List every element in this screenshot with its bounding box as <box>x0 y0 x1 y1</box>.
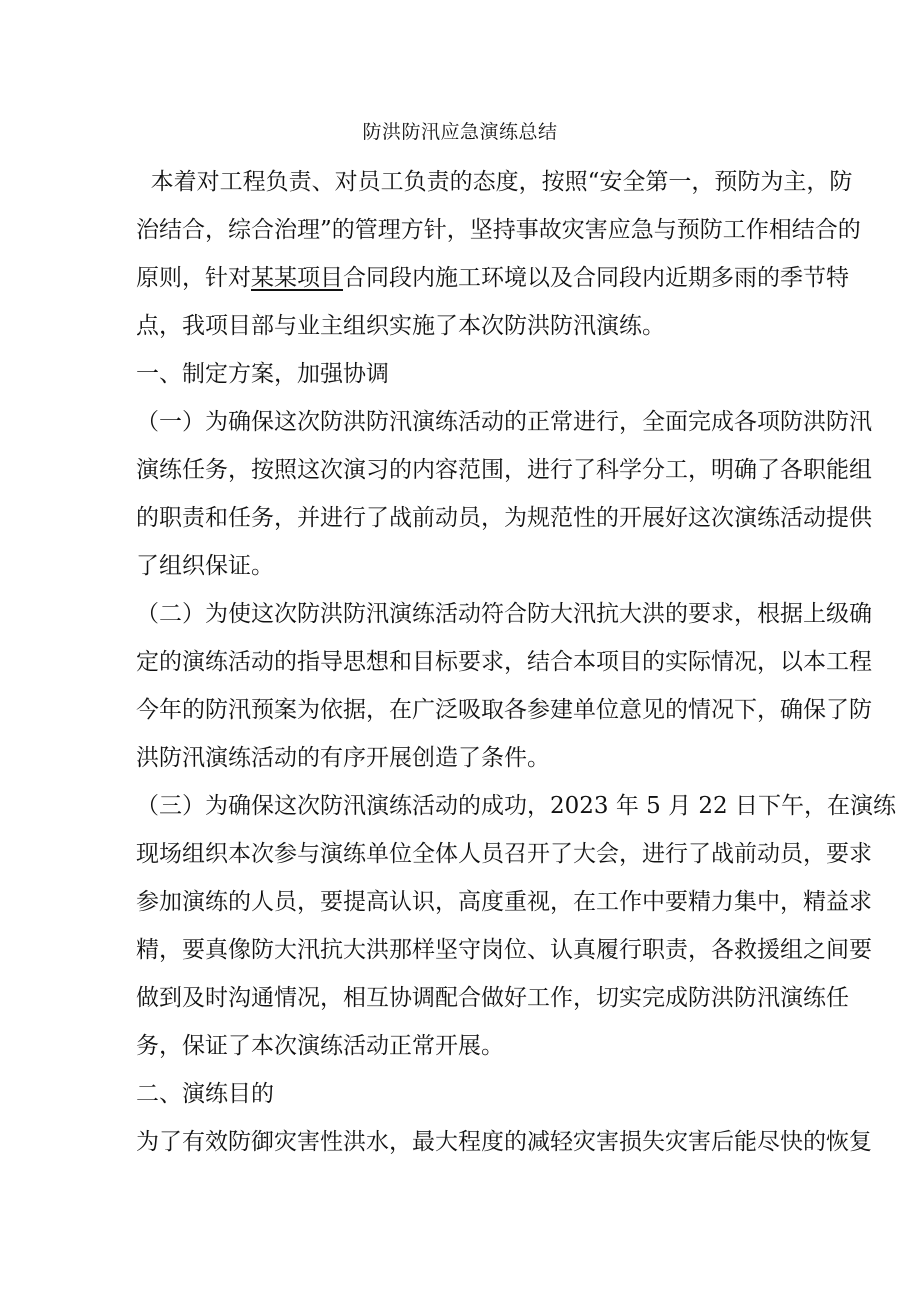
text-line <box>136 926 872 974</box>
text-run: 本着对工程负责、对员工负责的态度，按照“安全第一，预防为主，防 <box>136 169 853 195</box>
text-run: 合同段内施工环境以及合同段内近期多雨的季节特 <box>343 265 849 291</box>
text-line <box>136 1118 872 1166</box>
text-line <box>136 1022 796 1070</box>
text-line <box>136 734 796 782</box>
text-run: 了组织保证。 <box>136 553 274 579</box>
text-line <box>136 590 872 638</box>
text-run: 定的演练活动的指导思想和目标要求，结合本项目的实际情况，以本工程 <box>136 649 872 675</box>
text-line <box>136 206 861 254</box>
text-line <box>136 686 872 734</box>
text-run: 务，保证了本次演练活动正常开展。 <box>136 1033 504 1059</box>
text-run: 做到及时沟通情况，相互协调配合做好工作，切实完成防洪防汛演练任 <box>136 985 849 1011</box>
text-line <box>136 254 849 302</box>
text-run: 点，我项目部与业主组织实施了本次防洪防汛演练。 <box>136 313 665 339</box>
text-run: 演练任务，按照这次演习的内容范围，进行了科学分工，明确了各职能组 <box>136 457 872 483</box>
text-run: （二）为使这次防洪防汛演练活动符合防大汛抗大洪的要求，根据上级确 <box>136 601 872 627</box>
text-run: 二、演练目的 <box>136 1081 274 1107</box>
text-run: 的职责和任务，并进行了战前动员，为规范性的开展好这次演练活动提供 <box>136 505 872 531</box>
text-run: 为了有效防御灾害性洪水，最大程度的减轻灾害损失灾害后能尽快的恢复 <box>136 1129 872 1155</box>
text-run: 参加演练的人员，要提高认识，高度重视，在工作中要精力集中，精益求 <box>136 889 872 915</box>
text-run: 精，要真像防大汛抗大洪那样坚守岗位、认真履行职责，各救援组之间要 <box>136 937 872 963</box>
text-run: 一、制定方案，加强协调 <box>136 361 389 387</box>
text-line <box>136 542 796 590</box>
text-run: 治结合，综合治理”的管理方针，坚持事故灾害应急与预防工作相结合的 <box>136 217 861 243</box>
text-line <box>136 974 849 1022</box>
text-line <box>136 494 872 542</box>
text-run: 洪防汛演练活动的有序开展创造了条件。 <box>136 745 550 771</box>
text-run: 今年的防汛预案为依据，在广泛吸取各参建单位意见的情况下，确保了防 <box>136 697 872 723</box>
text-line <box>136 398 872 446</box>
document-title: 防洪防汛应急演练总结 <box>362 121 558 143</box>
underlined-project-name: 某某项目 <box>251 265 343 291</box>
text-run: 现场组织本次参与演练单位全体人员召开了大会，进行了战前动员，要求 <box>136 841 872 867</box>
text-line <box>136 782 896 830</box>
section-heading <box>136 350 796 398</box>
text-line <box>136 446 872 494</box>
text-line <box>136 158 853 206</box>
text-line <box>136 302 796 350</box>
text-run: （一）为确保这次防洪防汛演练活动的正常进行，全面完成各项防洪防汛 <box>136 409 872 435</box>
text-line <box>136 878 872 926</box>
text-line <box>136 638 872 686</box>
text-line <box>136 830 872 878</box>
text-run: 原则，针对 <box>136 265 251 291</box>
section-heading <box>136 1070 796 1118</box>
text-run: （三）为确保这次防汛演练活动的成功，2023 年 5 月 22 日下午，在演练 <box>136 793 896 819</box>
